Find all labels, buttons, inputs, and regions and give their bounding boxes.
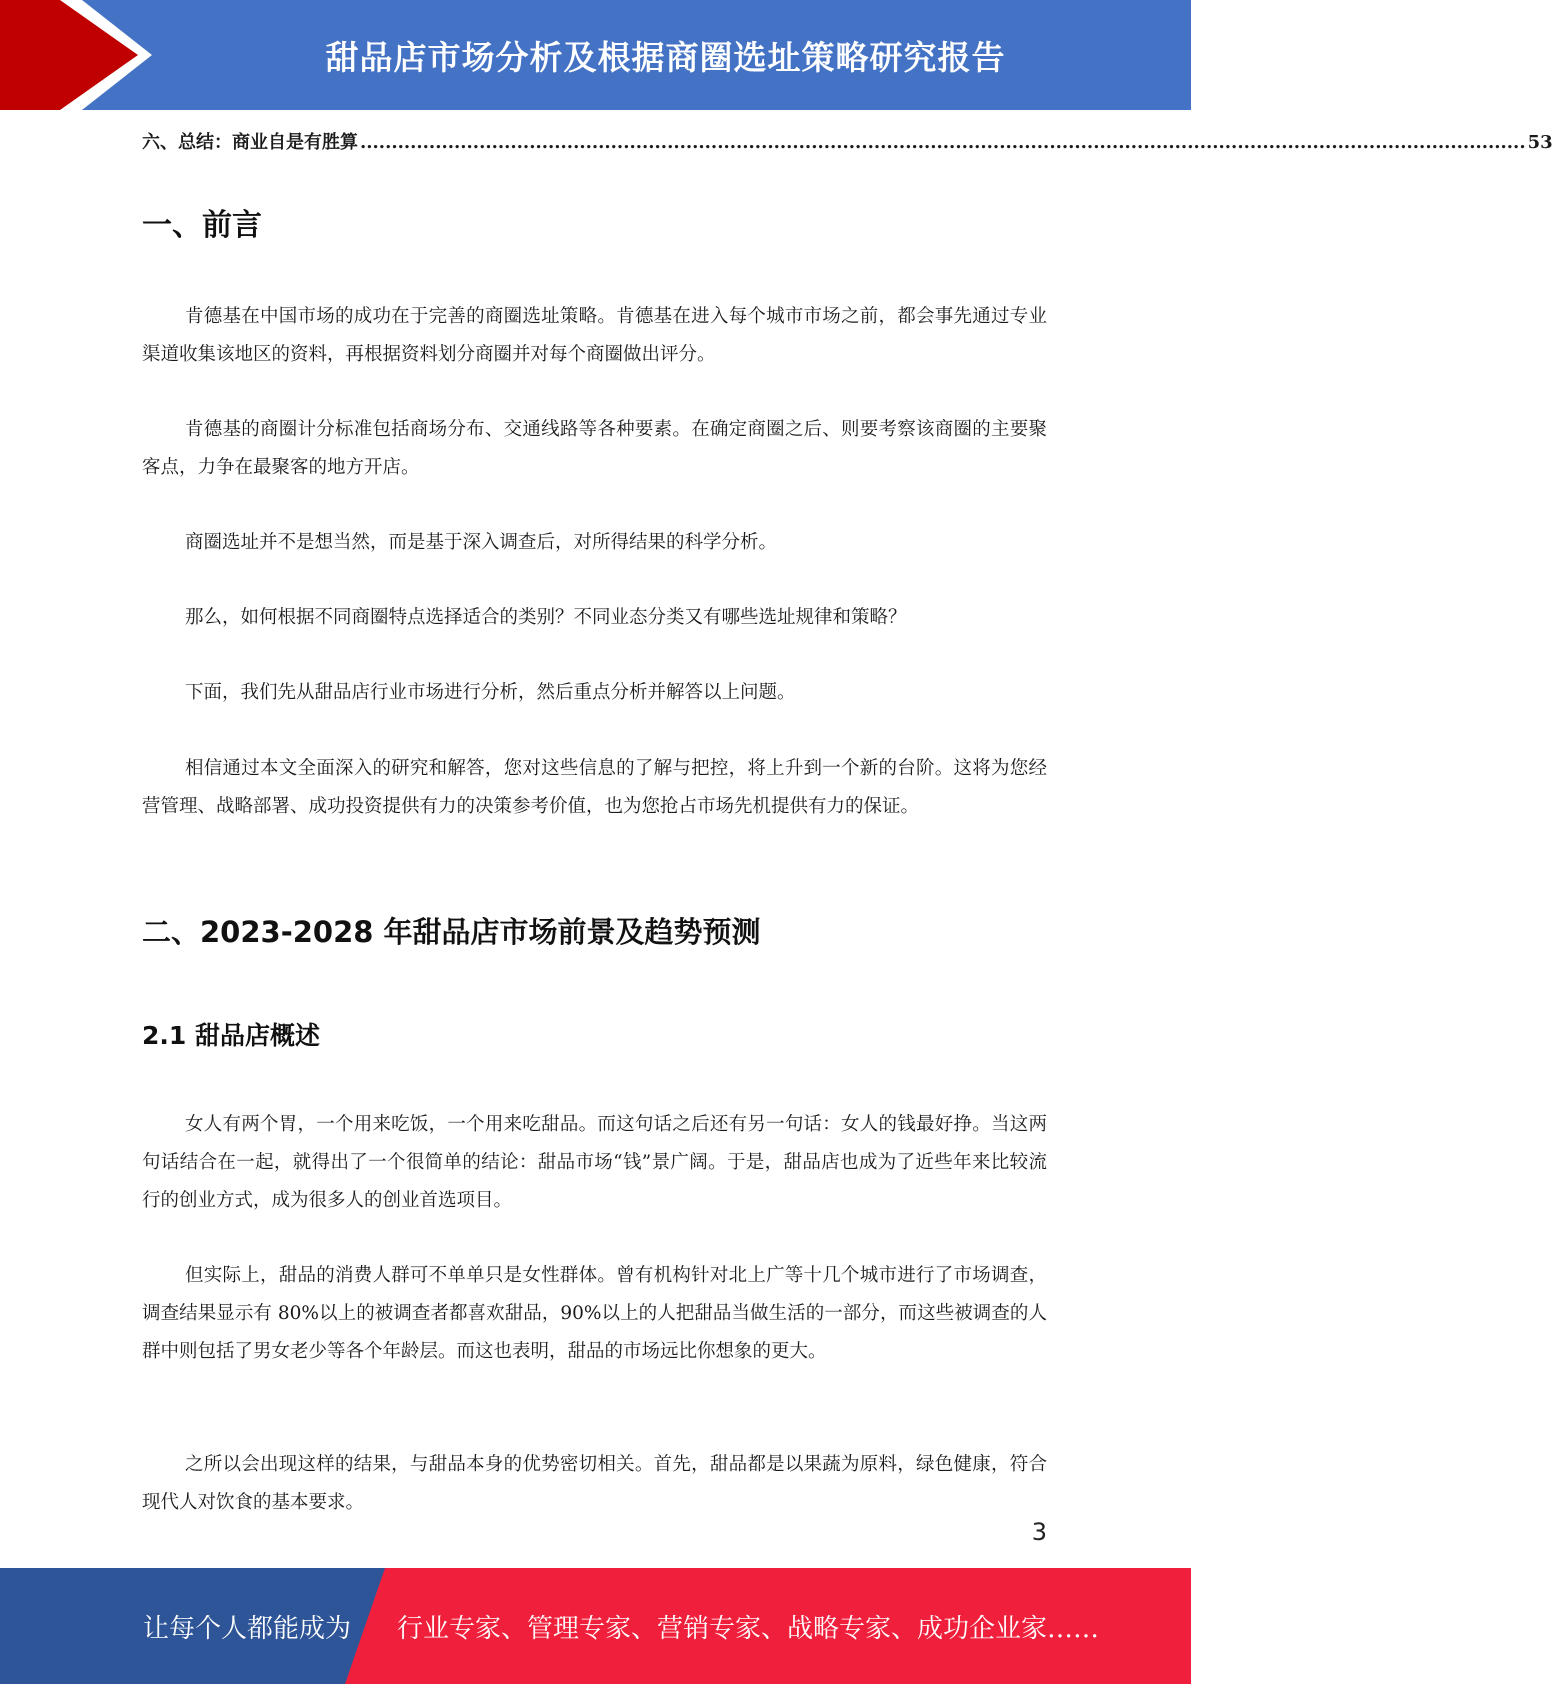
paragraph: 之所以会出现这样的结果，与甜品本身的优势密切相关。首先，甜品都是以果蔬为原料，绿色健康，符合现代人对饮食的基本要求。 [142,1454,1047,1513]
toc-page-number: 53 [1527,132,1553,153]
subsection-heading-overview: 2.1 甜品店概述 [142,1021,320,1050]
paragraph: 肯德基在中国市场的成功在于完善的商圈选址策略。肯德基在进入每个城市市场之前，都会事先通过专业渠道收集该地区的资料，再根据资料划分商圈并对每个商圈做出评分。 [142,306,1047,365]
toc-leader-dots: .......................................................................................................................................................................................... [360,132,1526,153]
paragraph: 相信通过本文全面深入的研究和解答，您对这些信息的了解与把控，将上升到一个新的台阶。这将为您经营管理、战略部署、成功投资提供有力的决策参考价值，也为您抢占市场先机提供有力的保证。 [142,758,1047,817]
footer-slogan-right: 行业专家、管理专家、营销专家、战略专家、成功企业家…… [397,1613,1100,1644]
page-footer [0,1568,1191,1684]
paragraph: 那么，如何根据不同商圈特点选择适合的类别？不同业态分类又有哪些选址规律和策略？ [185,607,907,628]
paragraph: 但实际上，甜品的消费人群可不单单只是女性群体。曾有机构针对北上广等十几个城市进行了市场调查，调查结果显示有 80%以上的被调查者都喜欢甜品，90%以上的人把甜品当做生活的一部分，而这些被调查的人群中则包括了男女老少等各个年龄层。而这也表明，甜品的市场远比你想象的更大。 [142,1265,1047,1362]
header-red-chevron [0,0,150,110]
footer-slogan-left: 让每个人都能成为 [143,1613,352,1644]
toc-entry[interactable] [142,128,1553,154]
report-title: 甜品店市场分析及根据商圈选址策略研究报告 [325,37,1006,77]
paragraph: 商圈选址并不是想当然，而是基于深入调查后，对所得结果的科学分析。 [185,532,778,553]
paragraph: 肯德基的商圈计分标准包括商场分布、交通线路等各种要素。在确定商圈之后、则要考察该商圈的主要聚客点，力争在最聚客的地方开店。 [142,419,1047,478]
paragraph: 下面，我们先从甜品店行业市场进行分析，然后重点分析并解答以上问题。 [185,682,796,703]
page-header [0,0,1191,110]
section-heading-market-outlook: 二、2023-2028 年甜品店市场前景及趋势预测 [142,915,761,949]
section-heading-preface: 一、前言 [142,208,262,243]
toc-entry-label: 六、总结：商业自是有胜算 [142,132,358,153]
paragraph: 女人有两个胃，一个用来吃饭，一个用来吃甜品。而这句话之后还有另一句话：女人的钱最好挣。当这两句话结合在一起，就得出了一个很简单的结论：甜品市场“钱”景广阔。于是，甜品店也成为了近些年来比较流行的创业方式，成为很多人的创业首选项目。 [142,1114,1047,1211]
page-number: 3 [1031,1518,1047,1546]
